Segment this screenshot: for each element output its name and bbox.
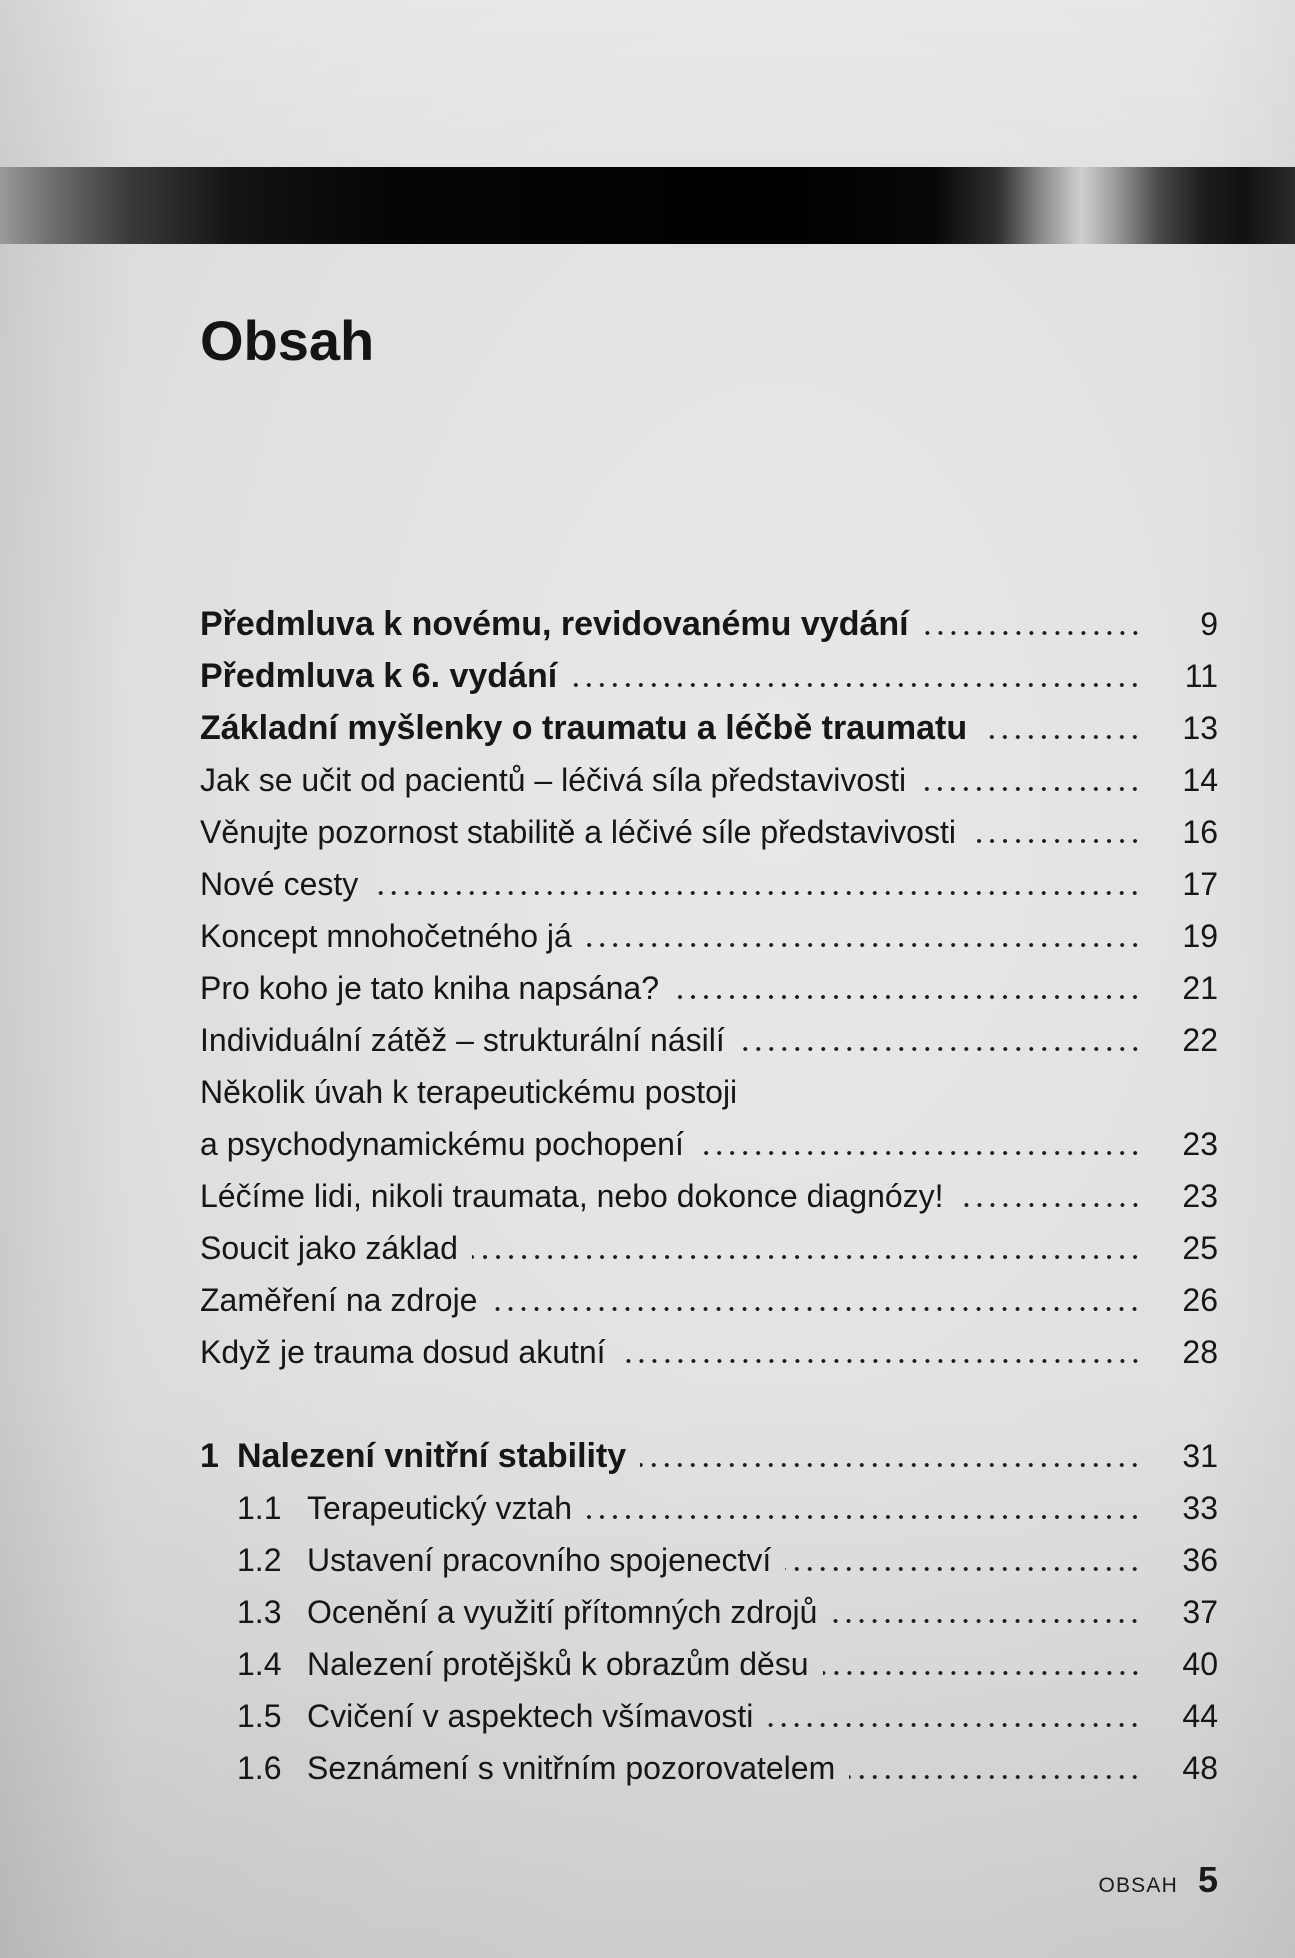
dot-leader <box>849 1742 1142 1794</box>
toc-entry <box>200 1326 1218 1378</box>
dot-leader <box>472 1222 1142 1274</box>
toc-entry <box>200 650 1218 702</box>
toc-entry-second-line <box>200 1118 1218 1170</box>
toc-page-number: 37 <box>1182 1594 1218 1630</box>
toc-page-number: 22 <box>1182 1022 1218 1058</box>
toc-section-title: Cvičení v aspektech všímavosti <box>307 1698 754 1734</box>
header-band <box>0 167 1295 244</box>
toc-entry-title: Předmluva k 6. vydání <box>200 657 558 695</box>
toc-page-number: 44 <box>1182 1698 1218 1734</box>
toc-entry <box>200 1222 1218 1274</box>
table-of-contents <box>200 598 1218 1794</box>
toc-entry-title: Pro koho je tato kniha napsána? <box>200 970 659 1006</box>
toc-entry-title: Individuální zátěž – strukturální násilí <box>200 1022 725 1058</box>
dot-leader <box>958 1170 1142 1222</box>
toc-entry-first-line <box>200 1066 1218 1118</box>
toc-entry <box>200 754 1218 806</box>
page-number: 5 <box>1197 1859 1218 1900</box>
toc-page-number: 23 <box>1182 1178 1218 1214</box>
toc-section-number: 1.6 <box>237 1750 282 1786</box>
dot-leader <box>970 806 1142 858</box>
dot-leader <box>372 858 1142 910</box>
dot-leader <box>923 598 1142 650</box>
dot-leader <box>640 1430 1142 1482</box>
toc-section <box>200 1742 1218 1794</box>
page-footer <box>1098 1858 1218 1908</box>
toc-entry <box>200 1170 1218 1222</box>
toc-entry <box>200 1014 1218 1066</box>
toc-section-title: Ocenění a využití přítomných zdrojů <box>307 1594 818 1630</box>
toc-section-number: 1.3 <box>237 1594 282 1630</box>
page-title: Obsah <box>200 309 375 372</box>
toc-chapter-title: Nalezení vnitřní stability <box>237 1437 627 1475</box>
toc-page-number: 48 <box>1182 1750 1218 1786</box>
toc-section-number: 1.2 <box>237 1542 282 1578</box>
toc-section <box>200 1690 1218 1742</box>
toc-page-number: 25 <box>1182 1230 1218 1266</box>
toc-section <box>200 1534 1218 1586</box>
toc-entry <box>200 598 1218 650</box>
toc-page-number: 36 <box>1182 1542 1218 1578</box>
toc-page-number: 9 <box>1200 606 1218 642</box>
dot-leader <box>586 910 1142 962</box>
toc-entry <box>200 962 1218 1014</box>
toc-entry <box>200 702 1218 754</box>
toc-entry-title-line-2: a psychodynamickému pochopení <box>200 1126 684 1162</box>
toc-page-number: 13 <box>1182 710 1218 746</box>
toc-section <box>200 1482 1218 1534</box>
dot-leader <box>571 650 1142 702</box>
toc-page-number: 28 <box>1182 1334 1218 1370</box>
dot-leader <box>767 1690 1142 1742</box>
toc-entry-title: Koncept mnohočetného já <box>200 918 572 954</box>
toc-page-number: 16 <box>1182 814 1218 850</box>
dot-leader <box>491 1274 1142 1326</box>
toc-chapter-number: 1 <box>200 1437 219 1475</box>
toc-entry-title: Základní myšlenky o traumatu a léčbě traumatu <box>200 709 968 747</box>
toc-section-number: 1.4 <box>237 1646 282 1682</box>
running-head: OBSAH <box>1098 1874 1178 1897</box>
toc-page-number: 11 <box>1184 658 1218 694</box>
toc-entry-title: Věnujte pozornost stabilitě a léčivé síle představivosti <box>200 814 956 850</box>
dot-leader <box>920 754 1142 806</box>
toc-entry-title: Soucit jako základ <box>200 1230 458 1266</box>
toc-section-title: Ustavení pracovního spojenectví <box>307 1542 772 1578</box>
toc-entry <box>200 1274 1218 1326</box>
toc-section-title: Seznámení s vnitřním pozorovatelem <box>307 1750 836 1786</box>
toc-page-number: 23 <box>1182 1126 1218 1162</box>
dot-leader <box>698 1118 1142 1170</box>
dot-leader <box>586 1482 1142 1534</box>
toc-entry-title: Léčíme lidi, nikoli traumata, nebo dokonce diagnózy! <box>200 1178 944 1214</box>
toc-entry-title: Nové cesty <box>200 866 359 902</box>
toc-entry <box>200 806 1218 858</box>
toc-page-number: 19 <box>1182 918 1218 954</box>
dot-leader <box>620 1326 1142 1378</box>
toc-page-number: 33 <box>1182 1490 1218 1526</box>
toc-entry-title: Když je trauma dosud akutní <box>200 1334 606 1370</box>
toc-entry-title: Jak se učit od pacientů – léčivá síla představivosti <box>200 762 907 798</box>
toc-section <box>200 1586 1218 1638</box>
toc-page-number: 14 <box>1182 762 1218 798</box>
dot-leader <box>981 702 1142 754</box>
toc-page-number: 26 <box>1182 1282 1218 1318</box>
dot-leader <box>831 1586 1142 1638</box>
toc-entry <box>200 910 1218 962</box>
toc-chapter <box>200 1430 1218 1482</box>
toc-section-title: Nalezení protějšků k obrazům děsu <box>307 1646 809 1682</box>
toc-page-number: 21 <box>1182 970 1218 1006</box>
toc-section <box>200 1638 1218 1690</box>
dot-leader <box>739 1014 1142 1066</box>
toc-page-number: 17 <box>1182 866 1218 902</box>
toc-entry-title-line-1: Několik úvah k terapeutickému postoji <box>200 1074 738 1110</box>
toc-section-number: 1.1 <box>237 1490 282 1526</box>
toc-entry-title: Předmluva k novému, revidovanému vydání <box>200 605 909 643</box>
toc-section-title: Terapeutický vztah <box>307 1490 573 1526</box>
toc-page-number: 31 <box>1182 1438 1218 1474</box>
toc-section-number: 1.5 <box>237 1698 282 1734</box>
dot-leader <box>823 1638 1142 1690</box>
toc-page-number: 40 <box>1182 1646 1218 1682</box>
dot-leader <box>785 1534 1142 1586</box>
toc-entry <box>200 858 1218 910</box>
toc-entry-title: Zaměření na zdroje <box>200 1282 478 1318</box>
toc-entry-two-line <box>200 1066 1218 1170</box>
dot-leader <box>673 962 1142 1014</box>
